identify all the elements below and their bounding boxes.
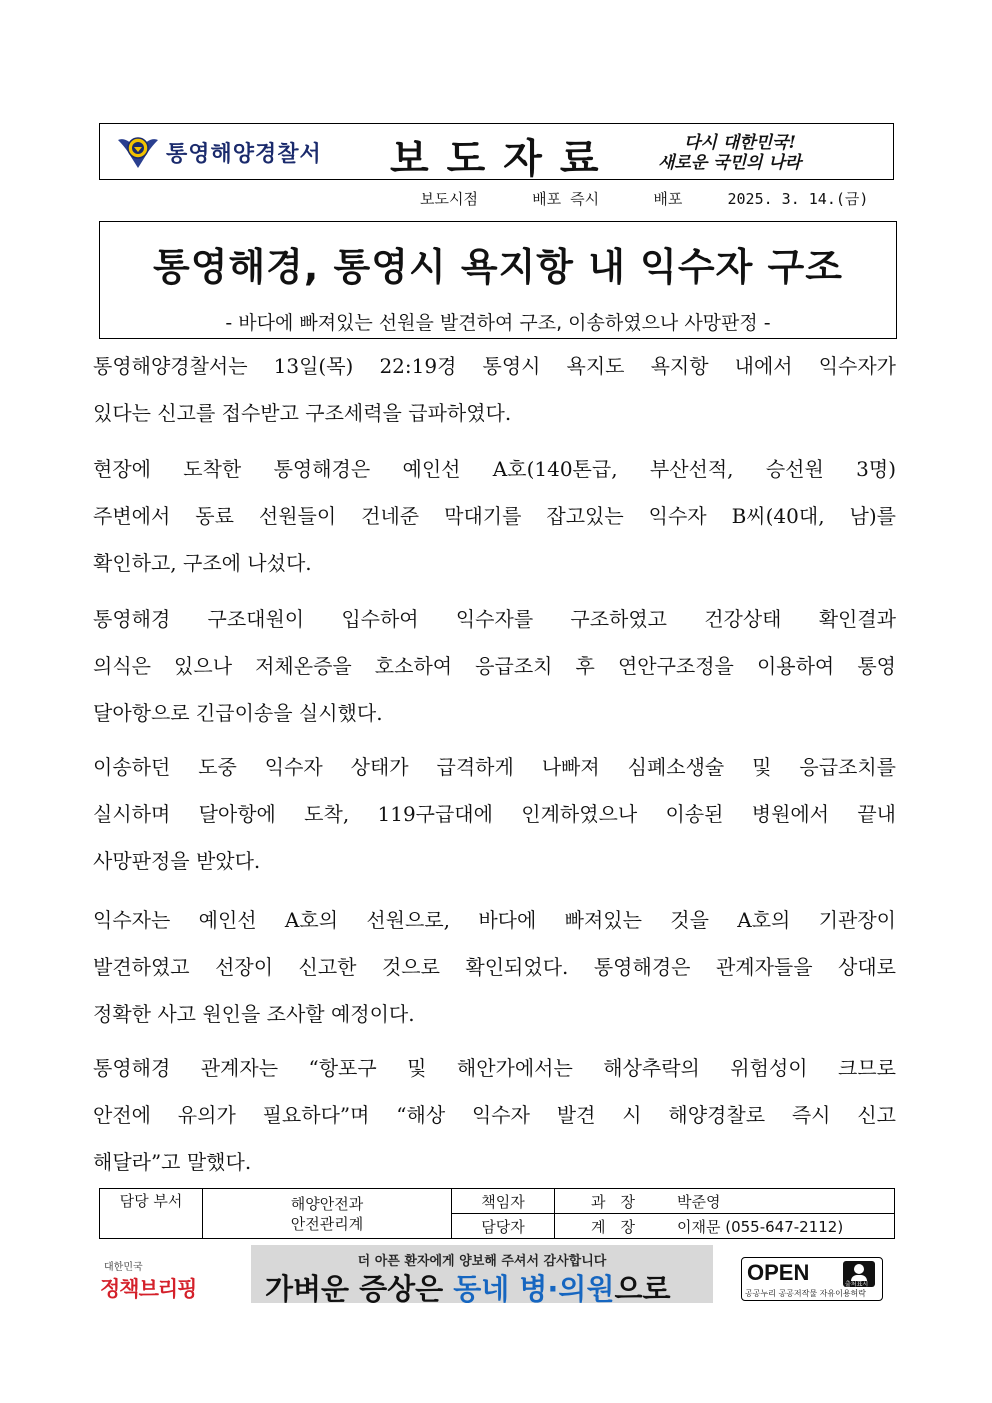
dept-cell (203, 1189, 452, 1239)
team-name: 안전관리계 (290, 1214, 364, 1233)
paragraph-line: 실시하며 달아항에 도착, 119구급대에 인계하였으나 이송된 병원에서 끝내 (93, 802, 896, 826)
paragraph-line: 이송하던 도중 익수자 상태가 급격하게 나빠져 심폐소생술 및 응급조치를 (93, 755, 896, 779)
paragraph-line: 정확한 사고 원인을 조사할 예정이다. (93, 1002, 415, 1026)
briefing-small-text: 대한민국 (104, 1262, 143, 1273)
paragraph-line: 통영해경 구조대원이 입수하여 익수자를 구조하였고 건강상태 확인결과 (93, 607, 896, 631)
paragraph-line: 안전에 유의가 필요하다”며 “해상 익수자 발견 시 해양경찰로 즉시 신고 (93, 1103, 896, 1127)
paragraph-5 (93, 897, 896, 1038)
briefing-main-label: 정책브리핑 (100, 1277, 197, 1301)
paragraph-line: 통영해경 관계자는 “항포구 및 해안가에서는 해상추락의 위험성이 크므로 (93, 1056, 896, 1080)
release-label: 보도시점 (420, 190, 478, 208)
banner-top-text: 더 아픈 환자에게 양보해 주셔서 감사합니다 (357, 1254, 607, 1269)
open-label: OPEN (747, 1260, 810, 1285)
responsible-name: 박준영 (671, 1189, 895, 1214)
release-date: 2025. 3. 14.(금) (727, 190, 869, 208)
paragraph-6 (93, 1045, 896, 1186)
org-name: 통영해양경찰서 (166, 141, 322, 166)
paragraph-line: 의식은 있으나 저체온증을 호소하여 응급조치 후 연안구조정을 이용하여 통영 (93, 654, 896, 678)
release-timing: 배포 즉시 (532, 190, 600, 208)
staff-contact: 이재문 (055-647-2112) (671, 1214, 895, 1239)
slogan-calligraphy (656, 130, 866, 174)
paragraph-line: 현장에 도착한 통영해경은 예인선 A호(140톤급, 부산선적, 승선원 3명) (93, 457, 896, 481)
attribution-badge-text: 출처표시 (845, 1281, 869, 1288)
paragraph-line: 익수자는 예인선 A호의 선원으로, 바다에 빠져있는 것을 A호의 기관장이 (93, 908, 896, 932)
policy-briefing-logo (100, 1258, 196, 1303)
kogl-open-badge (741, 1257, 883, 1301)
responsible-label: 책임자 (452, 1189, 555, 1214)
svg-text:새로운 국민의 나라: 새로운 국민의 나라 (658, 153, 802, 173)
paragraph-3 (93, 596, 896, 737)
contact-table (99, 1188, 895, 1239)
staff-title: 계 장 (555, 1214, 672, 1239)
headline: 통영해경, 통영시 욕지항 내 익수자 구조 (153, 245, 843, 289)
coast-guard-emblem-icon (116, 132, 160, 172)
svg-text:다시 대한민국!: 다시 대한민국! (684, 133, 796, 153)
paragraph-line: 통영해양경찰서는 13일(목) 22:19경 통영시 욕지도 욕지항 내에서 익수자가 (93, 354, 896, 378)
distribution-label: 배포 (653, 190, 683, 208)
paragraph-line: 해달라”고 말했다. (93, 1150, 252, 1174)
banner-main-b: 동네 병·의원 (453, 1272, 615, 1303)
subheadline: - 바다에 빠져있는 선원을 발견하여 구조, 이송하였으나 사망판정 - (225, 312, 771, 334)
open-sub-text: 공공누리 공공저작물 자유이용허락 (745, 1289, 867, 1298)
paragraph-line: 사망판정을 받았다. (93, 849, 261, 873)
paragraph-line: 있다는 신고를 접수받고 구조세력을 급파하였다. (93, 401, 512, 425)
paragraph-line: 발견하였고 선장이 신고한 것으로 확인되었다. 통영해경은 관계자들을 상대로 (93, 955, 896, 979)
ad-banner[interactable] (251, 1245, 713, 1303)
release-info (420, 188, 868, 209)
dept-label-cell: 담당 부서 (100, 1189, 203, 1239)
responsible-title: 과 장 (555, 1189, 672, 1214)
paragraph-line: 달아항으로 긴급이송을 실시했다. (93, 701, 383, 725)
header-box (99, 123, 894, 180)
press-release-title: 보도자료 (390, 136, 617, 182)
staff-label: 담당자 (452, 1214, 555, 1239)
title-box (99, 221, 897, 339)
banner-main-a: 가벼운 증상은 (265, 1272, 454, 1303)
briefing-main-text (100, 1273, 196, 1303)
paragraph-2 (93, 446, 896, 587)
paragraph-line: 확인하고, 구조에 나섰다. (93, 551, 312, 575)
banner-main-text (265, 1267, 671, 1303)
dept-name: 해양안전과 (290, 1194, 364, 1213)
paragraph-4 (93, 744, 896, 885)
banner-main-c: 으로 (614, 1272, 671, 1303)
paragraph-line: 주변에서 동료 선원들이 건네준 막대기를 잡고있는 익수자 B씨(40대, 남)를 (93, 504, 896, 528)
paragraph-1 (93, 343, 896, 437)
